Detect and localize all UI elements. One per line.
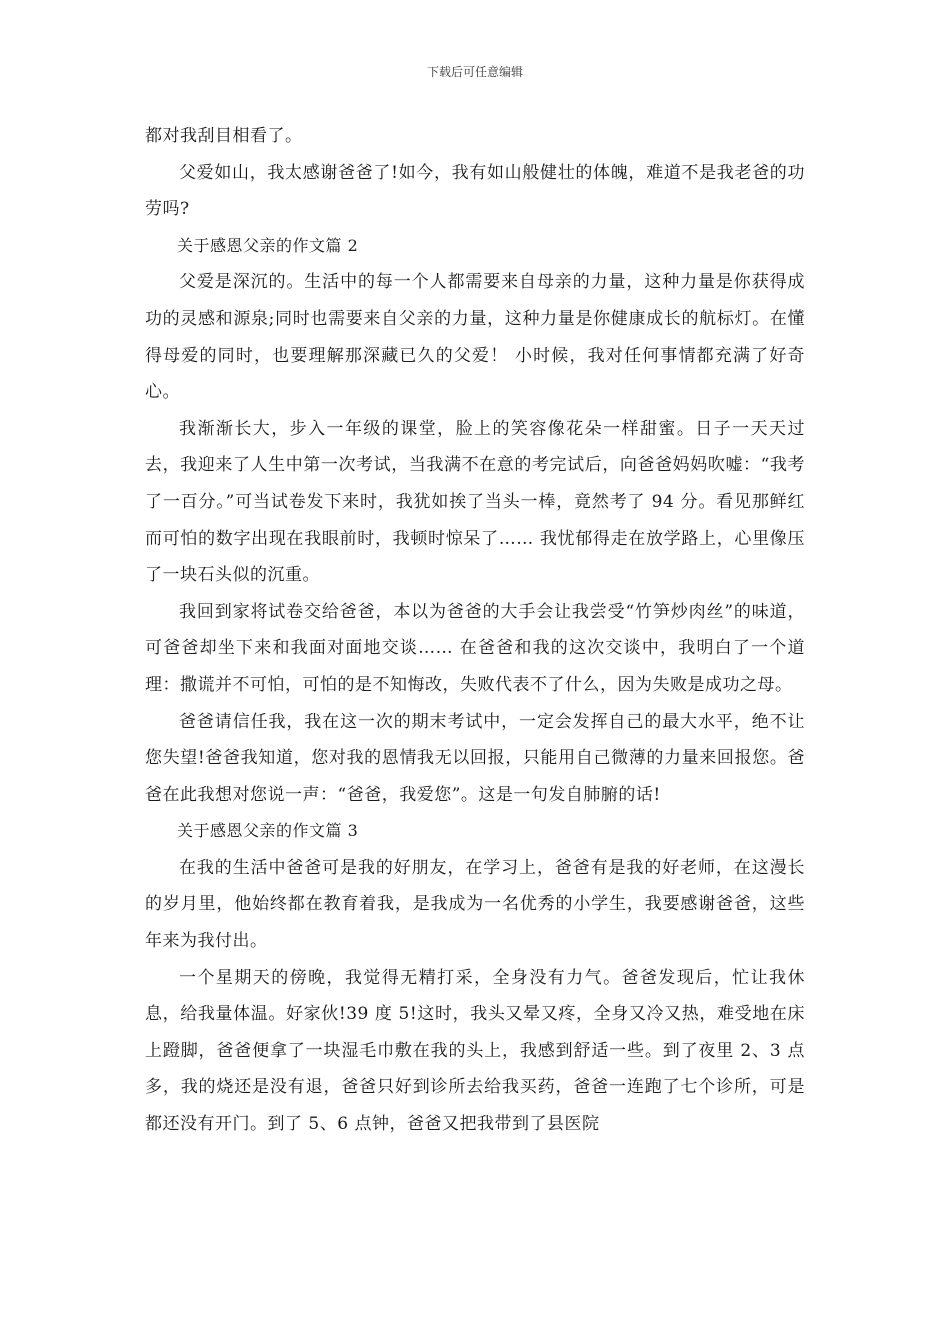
- paragraph: 爸爸请信任我，我在这一次的期末考试中，一定会发挥自己的最大水平，绝不让您失望!爸爸我知道，您对我的恩情我无以回报，只能用自己微薄的力量来回报您。爸爸在此我想对您说一声：“爸爸，我爱您”。这是一句发自肺腑的话!: [145, 711, 805, 805]
- section-heading: 关于感恩父亲的作文篇 3: [177, 821, 359, 841]
- section-heading: 关于感恩父亲的作文篇 2: [177, 235, 359, 255]
- paragraph: 我回到家将试卷交给爸爸，本以为爸爸的大手会让我尝受“竹笋炒肉丝”的味道，可爸爸却坐下来和我面对面地交谈…… 在爸爸和我的这次交谈中，我明白了一个道理：撒谎并不可怕，可怕的是不知悔改，失败代表不了什么，因为失败是成功之母。: [145, 601, 805, 695]
- paragraph: 父爱如山，我太感谢爸爸了!如今，我有如山般健壮的体魄，难道不是我老爸的功劳吗?: [145, 162, 805, 220]
- paragraph: 父爱是深沉的。生活中的每一个人都需要来自母亲的力量，这种力量是你获得成功的灵感和源泉;同时也需要来自父亲的力量，这种力量是你健康成长的航标灯。在懂得母爱的同时，也要理解那深藏已久的父爱！ 小时候，我对任何事情都充满了好奇心。: [145, 272, 805, 403]
- paragraph: 我渐渐长大，步入一年级的课堂，脸上的笑容像花朵一样甜蜜。日子一天天过去，我迎来了人生中第一次考试，当我满不在意的考完试后，向爸爸妈妈吹嘘：“我考了一百分。”可当试卷发下来时，我犹如挨了当头一棒，竟然考了 94 分。看见那鲜红而可怕的数字出现在我眼前时，我顿时惊呆了…… 我忧郁得走在放学路上，心里像压了一块石头似的沉重。: [145, 418, 805, 586]
- paragraph: 都对我刮目相看了。: [145, 126, 303, 146]
- paragraph: 一个星期天的傍晚，我觉得无精打采，全身没有力气。爸爸发现后，忙让我休息，给我量体温。好家伙!39 度 5!这时，我头又晕又疼，全身又冷又热，难受地在床上蹬脚，爸爸便拿了一块湿毛巾敷在我的头上，我感到舒适一些。到了夜里 2、3 点多，我的烧还是没有退，爸爸只好到诊所去给我买药，爸爸一连跑了七个诊所，可是都还没有开门。到了 5、6 点钟，爸爸又把我带到了县医院: [145, 967, 805, 1135]
- page-header: 下载后可任意编辑: [426, 65, 523, 79]
- document-body: [145, 118, 805, 1143]
- paragraph: 在我的生活中爸爸可是我的好朋友，在学习上，爸爸有是我的好老师，在这漫长的岁月里，他始终都在教育着我，是我成为一名优秀的小学生，我要感谢爸爸，这些年来为我付出。: [145, 857, 805, 952]
